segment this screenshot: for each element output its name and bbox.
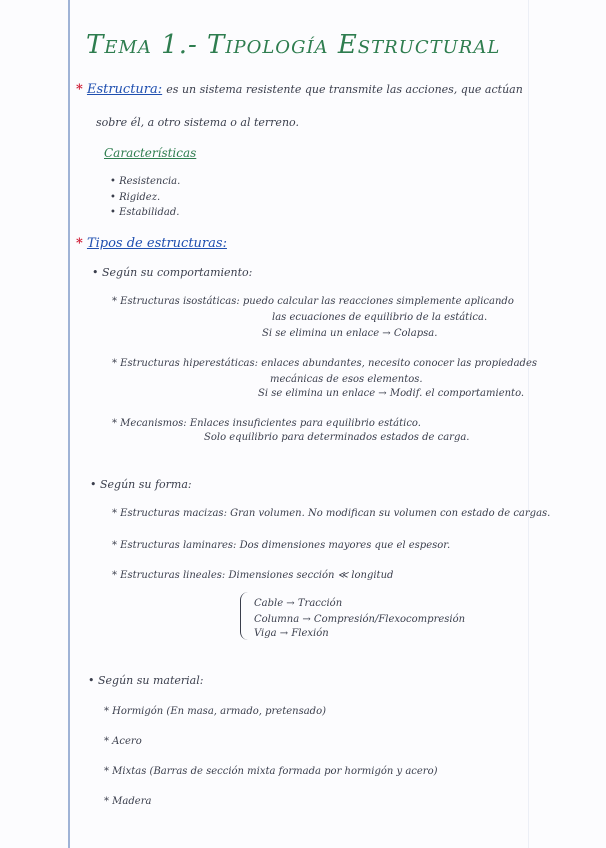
structure-types-heading: Tipos de estructuras: [86, 236, 227, 251]
structure-definition [76, 82, 523, 97]
material-item-wood: * Madera [104, 796, 152, 807]
structure-heading: Estructura: [86, 82, 163, 97]
linear-item-cable: Cable → Tracción [254, 598, 343, 609]
laminar-structures: * Estructuras laminares: Dos dimensiones mayores que el espesor. [112, 540, 451, 551]
structure-types [76, 236, 227, 251]
hyperstatic-line3: Si se elimina un enlace → Modif. el comportamiento. [258, 388, 525, 399]
isostatic-line1: * Estructuras isostáticas: puedo calcular las reacciones simplemente aplicando [112, 296, 514, 307]
hyperstatic-line1: * Estructuras hiperestáticas: enlaces abundantes, necesito conocer las propiedades [112, 358, 537, 369]
characteristic-item: • Resistencia. [110, 176, 181, 187]
massive-structures: * Estructuras macizas: Gran volumen. No modifican su volumen con estado de cargas. [112, 508, 551, 519]
characteristic-item: • Rigidez. [110, 192, 161, 203]
page-title: Tema 1.- Tipología Estructural [86, 30, 501, 60]
star-bullet-icon: * [76, 236, 83, 251]
characteristics-heading: Características [104, 146, 197, 160]
hyperstatic-line2: mecánicas de esos elementos. [270, 374, 423, 385]
structure-text-line1: es un sistema resistente que transmite las acciones, que actúan [166, 83, 523, 96]
star-bullet-icon: * [76, 82, 83, 97]
behavior-label: • Según su comportamiento: [92, 266, 253, 279]
brace-icon [240, 592, 251, 640]
material-item-concrete: * Hormigón (En masa, armado, pretensado) [104, 706, 326, 717]
isostatic-line2: las ecuaciones de equilibrio de la estática. [272, 312, 488, 323]
material-item-mixed: * Mixtas (Barras de sección mixta formada por hormigón y acero) [104, 766, 438, 777]
isostatic-line3: Si se elimina un enlace → Colapsa. [262, 328, 438, 339]
characteristic-item: • Estabilidad. [110, 207, 180, 218]
linear-item-column: Columna → Compresión/Flexocompresión [254, 614, 466, 625]
structure-text-line2: sobre él, a otro sistema o al terreno. [96, 116, 299, 129]
linear-item-beam: Viga → Flexión [254, 628, 329, 639]
mechanisms-line2: Solo equilibrio para determinados estados de carga. [204, 432, 470, 443]
material-label: • Según su material: [88, 674, 204, 687]
linear-structures: * Estructuras lineales: Dimensiones sección ≪ longitud [112, 570, 394, 581]
mechanisms-line1: * Mecanismos: Enlaces insuficientes para equilibrio estático. [112, 418, 421, 429]
form-label: • Según su forma: [90, 478, 192, 491]
material-item-steel: * Acero [104, 736, 142, 747]
